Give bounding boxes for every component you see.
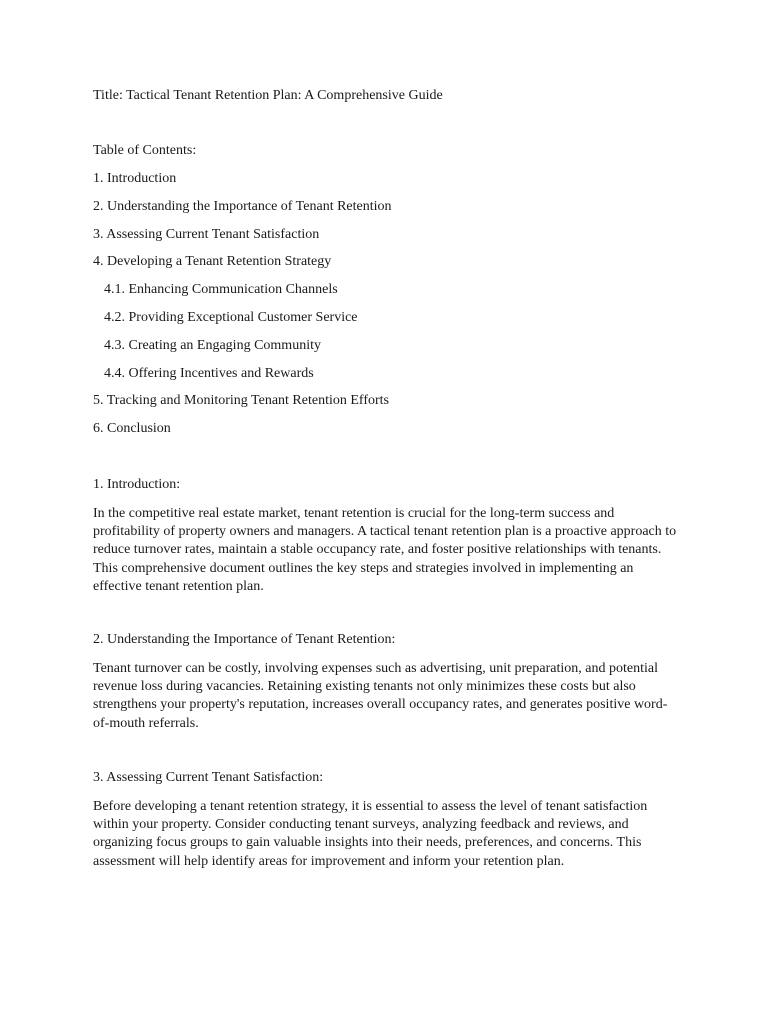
section-assessing: [93, 769, 683, 871]
toc-item-importance: 2. Understanding the Importance of Tenant Retention: [93, 198, 392, 214]
document-title: Title: Tactical Tenant Retention Plan: A Comprehensive Guide: [93, 88, 443, 103]
section-body: Before developing a tenant retention strategy, it is essential to assess the level of tenant satisfaction within your property. Consider conducting tenant surveys, analyzing feedback and reviews, and organizing focus groups to gain valuable insights into their needs, preferences, and concerns. This assessment will help identify areas for improvement and inform your retention plan.: [93, 799, 648, 869]
toc-item-conclusion: 6. Conclusion: [93, 421, 171, 437]
section-importance: [93, 631, 683, 733]
section-body: In the competitive real estate market, tenant retention is crucial for the long-term success and profitability of property owners and managers. A tactical tenant retention plan is a proactive approach to reduce turnover rates, maintain a stable occupancy rate, and foster positive relationships with tenants. This comprehensive document outlines the key steps and strategies involved in implementing an effective tenant retention plan.: [93, 506, 677, 594]
section-introduction: [93, 476, 683, 596]
toc-item-developing-strategy: 4. Developing a Tenant Retention Strategy: [93, 254, 332, 270]
toc-item-assessing: 3. Assessing Current Tenant Satisfaction: [93, 226, 320, 242]
toc-item-communication: 4.1. Enhancing Communication Channels: [104, 282, 338, 298]
section-heading: 2. Understanding the Importance of Tenant Retention:: [93, 632, 396, 647]
section-heading: 3. Assessing Current Tenant Satisfaction:: [93, 770, 324, 785]
toc-item-incentives: 4.4. Offering Incentives and Rewards: [104, 365, 314, 381]
section-body: Tenant turnover can be costly, involving expenses such as advertising, unit preparation, and potential revenue loss during vacancies. Retaining existing tenants not only minimizes these costs but also strengthens your property's reputation, increases overall occupancy rates, and generates positive word-of-mouth referrals.: [93, 661, 668, 731]
toc-item-community: 4.3. Creating an Engaging Community: [104, 337, 321, 353]
section-heading: 1. Introduction:: [93, 477, 181, 492]
table-of-contents: [93, 170, 392, 448]
toc-item-introduction: 1. Introduction: [93, 171, 177, 186]
toc-item-customer-service: 4.2. Providing Exceptional Customer Service: [104, 309, 358, 325]
toc-heading: Table of Contents:: [93, 143, 197, 158]
toc-item-tracking: 5. Tracking and Monitoring Tenant Retention Efforts: [93, 393, 389, 409]
